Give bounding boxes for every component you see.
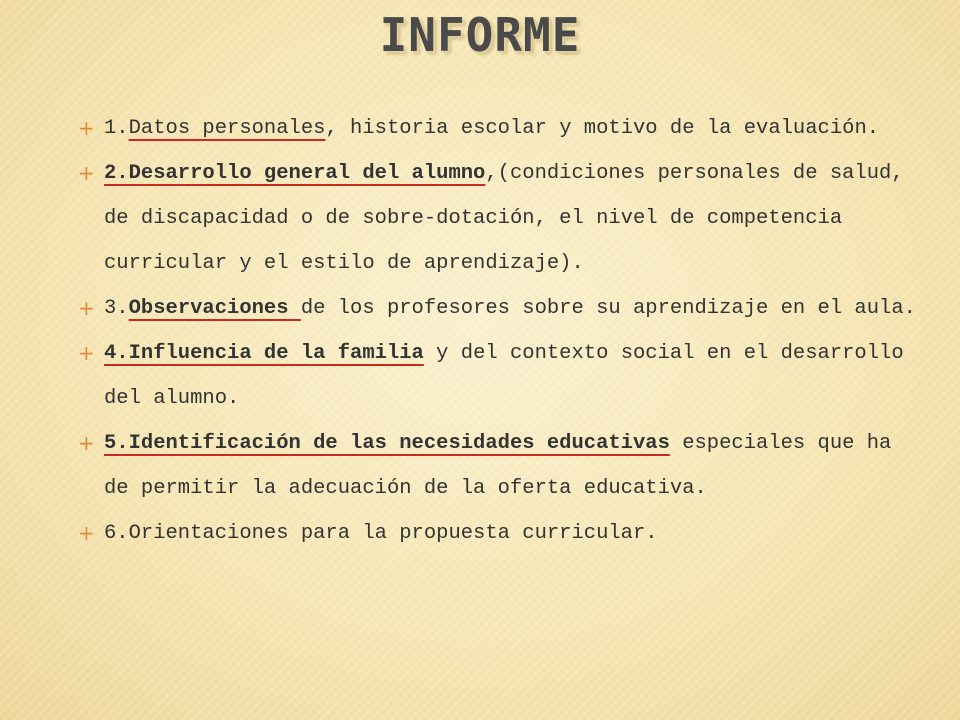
bullet-item-2 — [78, 151, 928, 286]
bullet-text: especiales que ha de permitir la adecuación de la oferta educativa. — [104, 432, 892, 500]
bullet-item-4 — [78, 331, 928, 421]
plus-bullet-icon: + — [78, 296, 95, 320]
bullet-item-3 — [78, 286, 928, 331]
bullet-text: ,(condiciones personales de salud, de discapacidad o de sobre-dotación, el nivel de competencia curricular y el estilo de aprendizaje). — [104, 162, 904, 275]
bullet-text: de los profesores sobre su aprendizaje en el aula. — [300, 297, 916, 320]
bullet-prefix: 6.Orientaciones para la propuesta curricular. — [104, 522, 658, 545]
bullet-item-6 — [78, 511, 928, 556]
plus-bullet-icon: + — [78, 161, 95, 185]
bullet-prefix: 3. — [104, 297, 129, 320]
bullet-item-1 — [78, 106, 928, 151]
plus-bullet-icon: + — [78, 431, 95, 455]
bullet-highlight: 5.Identificación de las necesidades educativas — [104, 432, 670, 455]
plus-bullet-icon: + — [78, 521, 95, 545]
bullet-highlight: Datos personales — [128, 117, 326, 140]
bullet-text: y del contexto social en el desarrollo del alumno. — [104, 342, 904, 410]
bullet-highlight: Observaciones — [128, 297, 301, 320]
bullet-item-5 — [78, 421, 928, 511]
bullet-prefix: 1. — [104, 117, 129, 140]
bullet-highlight: 2.Desarrollo general del alumno — [104, 162, 486, 185]
plus-bullet-icon: + — [78, 116, 95, 140]
slide-title: INFORME — [379, 8, 581, 62]
bullet-list — [78, 106, 928, 556]
plus-bullet-icon: + — [78, 341, 95, 365]
bullet-highlight: 4.Influencia de la familia — [104, 342, 424, 365]
bullet-text: , historia escolar y motivo de la evaluación. — [325, 117, 880, 140]
